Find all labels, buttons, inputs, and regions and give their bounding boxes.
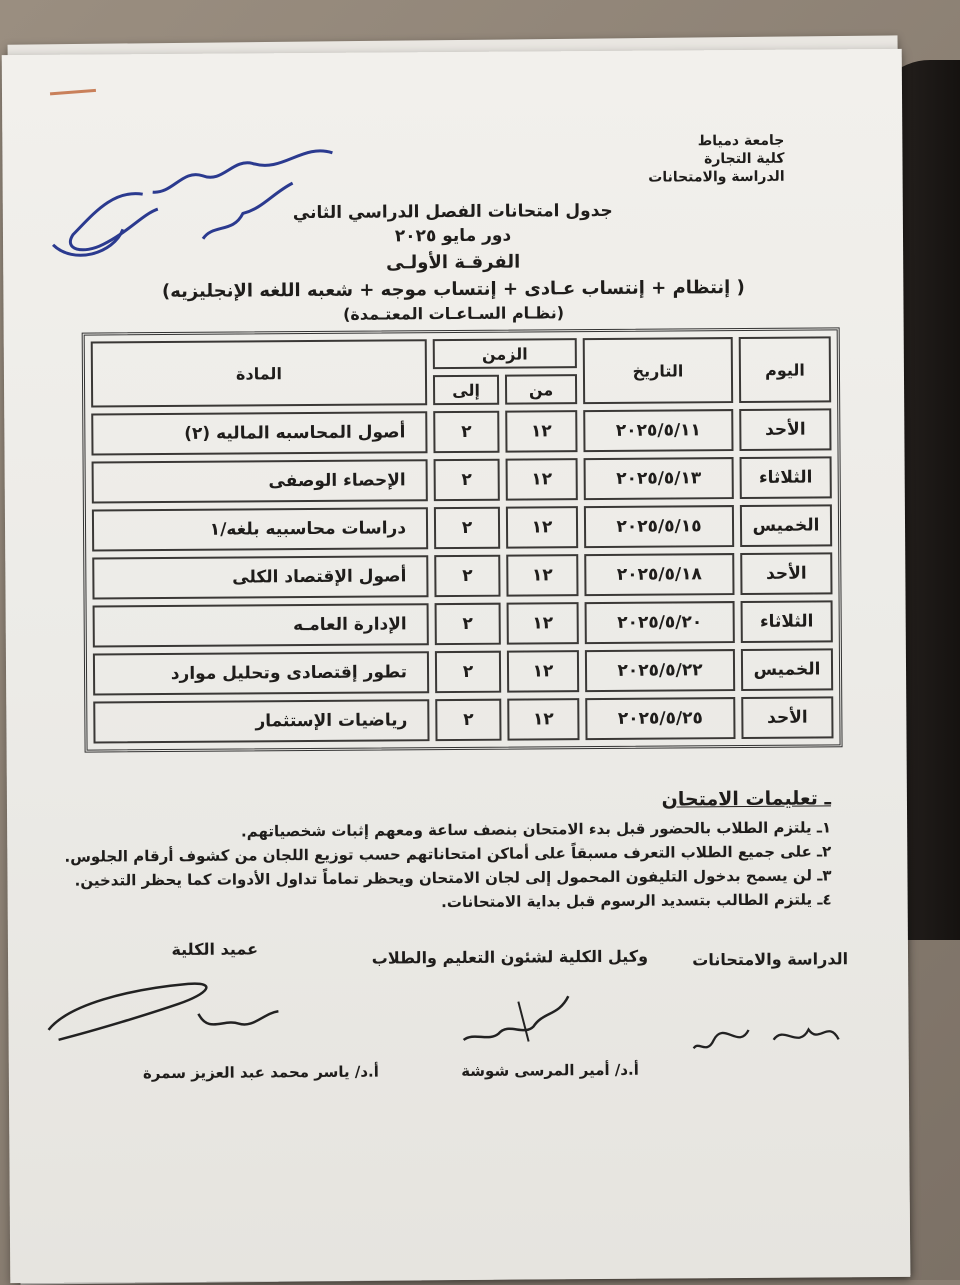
header-subject: المادة [91,339,427,407]
instruction-item: ٣ـ لن يسمح بدخول التليفون المحمول إلى لجان الامتحان ويحظر تماماً تداول الأدوات كما يحظر التدخين. [74,866,832,890]
vice-dean-title: وكيل الكلية لشئون التعليم والطلاب [371,946,649,968]
subject-cell: أصول المحاسبه الماليه (٢) [91,411,427,455]
instruction-item: ١ـ يلتزم الطلاب بالحضور قبل بدء الامتحان بنصف ساعة ومعهم إثبات شخصياتهم. [240,818,832,841]
to-cell: ٢ [435,651,501,693]
table-row [92,504,832,551]
date-cell: ٢٠٢٥/٥/٢٥ [585,697,735,740]
table-row [93,648,833,695]
exam-instructions [51,787,832,916]
dean-name: أ.د/ ياسر محمد عبد العزيز سمرة [142,1062,379,1083]
date-cell: ٢٠٢٥/٥/٢٠ [585,601,735,644]
dean-title: عميد الكلية [171,939,259,959]
instruction-item: ٤ـ يلتزم الطالب بتسديد الرسوم قبل بداية الامتحانات. [441,890,832,912]
subject-cell: رياضيات الإستثمار [93,699,429,743]
day-cell: الخميس [741,648,833,691]
instructions-title: ـ تعليمات الامتحان [661,787,832,811]
from-cell: ١٢ [505,410,577,453]
day-cell: الخميس [740,504,832,547]
header-day: اليوم [739,336,831,403]
signature-titles [68,939,849,970]
table-row [92,456,832,503]
to-cell: ٢ [435,699,501,741]
university-name: جامعة دمياط [697,132,785,150]
from-cell: ١٢ [506,554,578,597]
table-row [93,600,833,647]
header-from: من [505,374,577,405]
header-date: التاريخ [583,337,733,404]
date-cell: ٢٠٢٥/٥/٢٢ [585,649,735,692]
day-cell: الثلاثاء [740,456,832,499]
system-title: (نظـام السـاعـات المعتـمدة) [342,303,565,324]
day-cell: الأحد [740,552,832,595]
vice-dean-name: أ.د/ أمير المرسى شوشة [461,1060,639,1080]
dean-signature [38,973,299,1055]
subject-cell: دراسات محاسبيه بلغه/١ [92,507,428,551]
to-cell: ٢ [435,603,501,645]
instruction-item: ٢ـ على جميع الطلاب التعرف مسبقاً على أماكن امتحاناتهم حسب توزيع اللجان من كشوف أرقام الجلوس. [64,842,832,866]
to-cell: ٢ [434,459,500,501]
subject-cell: الإحصاء الوصفى [92,459,428,503]
studies-title: الدراسة والامتحانات [692,949,849,970]
vice-dean-signature [448,981,588,1052]
header-time: الزمن [433,338,577,369]
subject-cell: تطور إقتصادى وتحليل موارد [93,651,429,695]
subject-cell: أصول الإقتصاد الكلى [92,555,428,599]
from-cell: ١٢ [506,458,578,501]
date-cell: ٢٠٢٥/٥/١٨ [584,553,734,596]
date-cell: ٢٠٢٥/٥/١٣ [584,457,734,500]
studies-signature [688,999,848,1060]
institution-header [648,132,785,187]
document-page [2,49,911,1283]
date-cell: ٢٠٢٥/٥/١١ [583,409,733,452]
to-cell: ٢ [434,555,500,597]
department-name: الدراسة والامتحانات [648,168,785,186]
from-cell: ١٢ [507,650,579,693]
pencil-mark [50,89,96,96]
title-block [153,200,754,325]
day-cell: الأحد [741,696,833,739]
from-cell: ١٢ [507,602,579,645]
subject-cell: الإدارة العامـه [93,603,429,647]
header-to: إلى [433,375,499,405]
table-row [92,552,832,599]
day-cell: الأحد [739,408,831,451]
to-cell: ٢ [433,411,499,453]
day-cell: الثلاثاء [741,600,833,643]
table-row [93,696,833,743]
from-cell: ١٢ [506,506,578,549]
date-cell: ٢٠٢٥/٥/١٥ [584,505,734,548]
schedule-title: جدول امتحانات الفصل الدراسي الثاني [292,200,613,224]
exam-schedule-table [82,327,843,752]
from-cell: ١٢ [507,698,579,741]
to-cell: ٢ [434,507,500,549]
table-row [91,408,831,455]
enrollment-title: ( إنتظام + إنتساب عـادى + إنتساب موجه + شعبه اللغه الإنجليزيه) [161,276,745,303]
year-title: الفرقـة الأولـى [386,251,521,274]
session-title: دور مايو ٢٠٢٥ [394,225,512,247]
faculty-name: كلية التجارة [704,150,785,168]
